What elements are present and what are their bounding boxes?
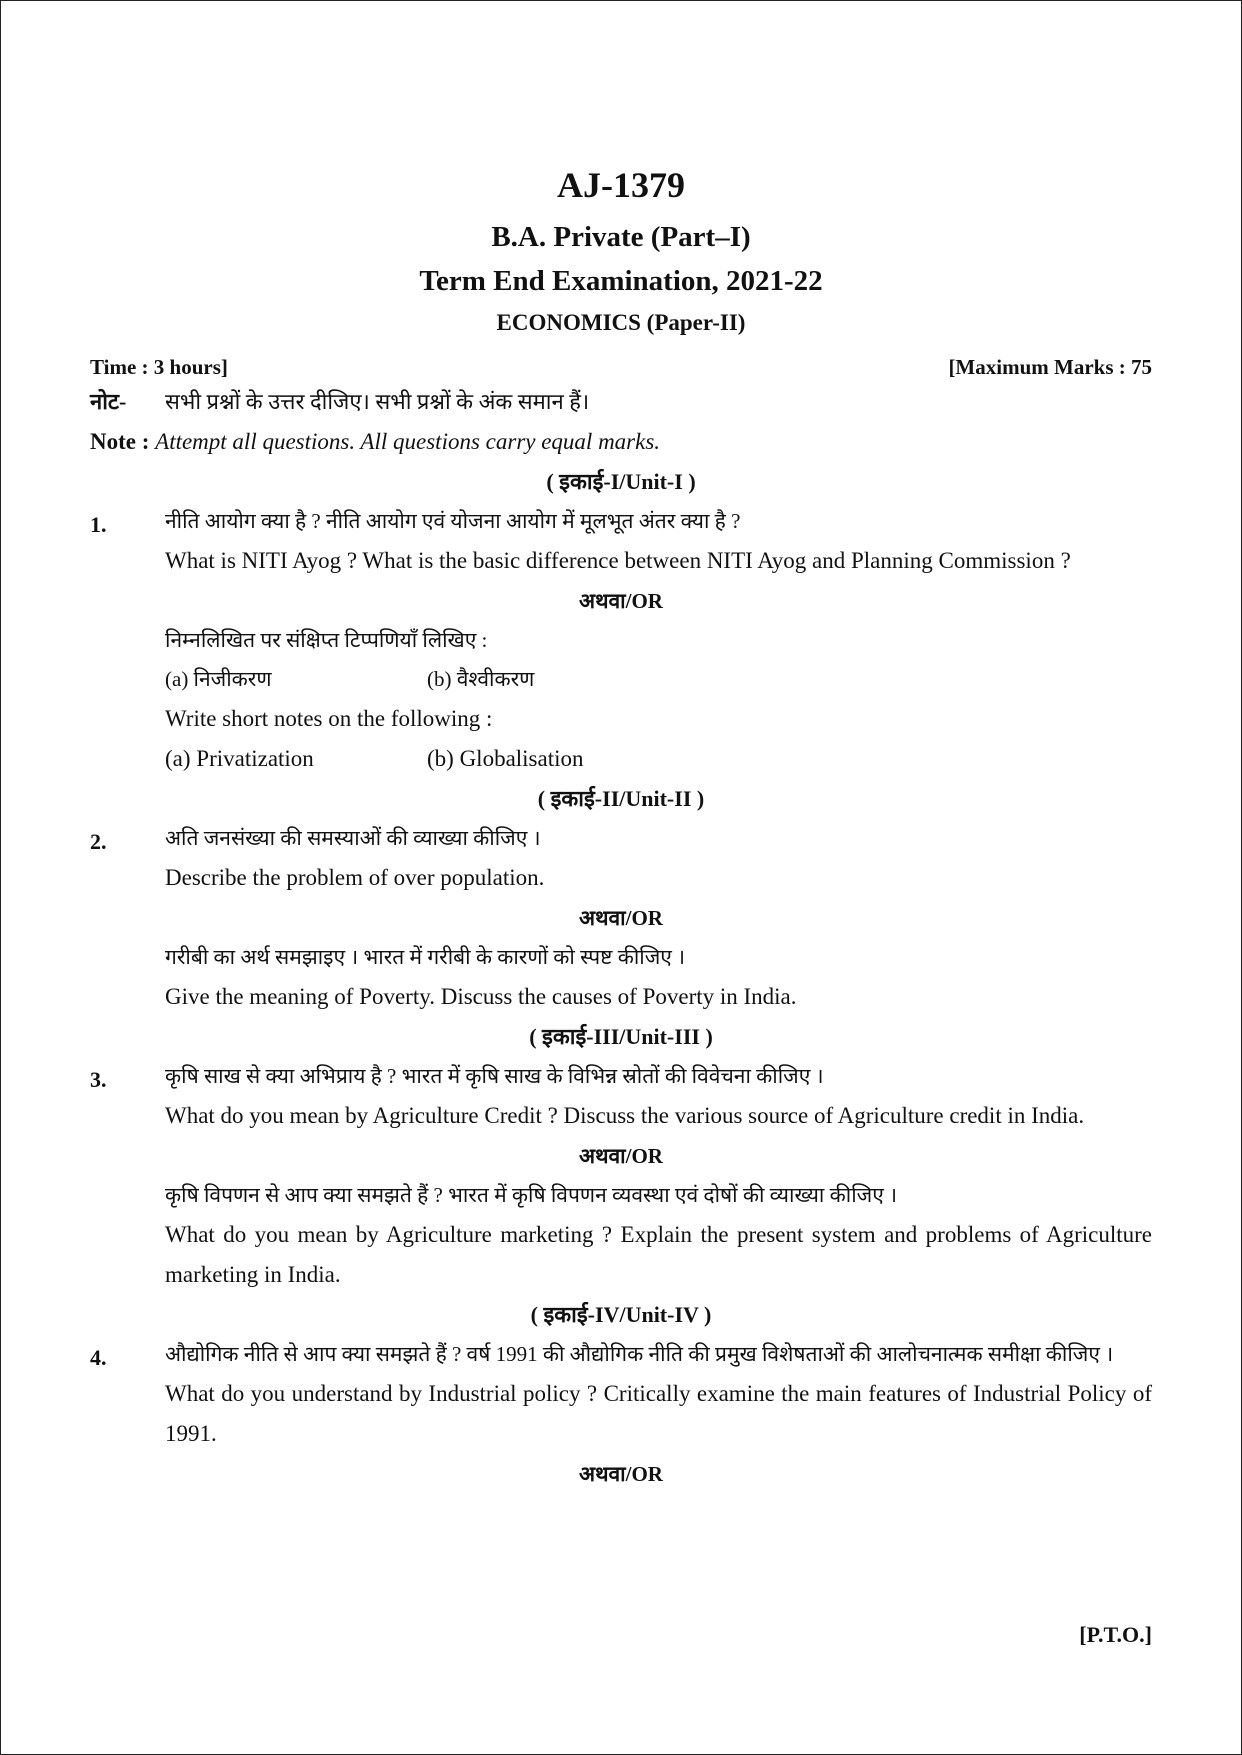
time-marks-bar	[90, 352, 1152, 382]
exam-paper	[90, 160, 1152, 1494]
unit-heading: ( इकाई-II/Unit-II )	[537, 786, 705, 811]
alternative-hindi: निम्नलिखित पर संक्षिप्त टिप्पणियाँ लिखिए :	[165, 628, 488, 652]
question-number: 3.	[90, 1067, 107, 1092]
or-separator: अथवा/OR	[579, 906, 663, 930]
alternative-hindi-options	[165, 660, 1152, 699]
question-hindi: नीति आयोग क्या है ? नीति आयोग एवं योजना आयोग में मूलभूत अंतर क्या है ?	[165, 509, 741, 533]
alternative-english: What do you mean by Agriculture marketing ? Explain the present system and problems of Agriculture marketing in India.	[165, 1222, 1152, 1287]
question-hindi: कृषि साख से क्या अभिप्राय है ? भारत में कृषि साख के विभिन्न स्रोतों की विवेचना कीजिए ।	[165, 1064, 824, 1088]
question-number: 2.	[90, 829, 107, 854]
unit-heading: ( इकाई-IV/Unit-IV )	[530, 1302, 712, 1327]
alternative-hindi: गरीबी का अर्थ समझाइए । भारत में गरीबी के कारणों को स्पष्ट कीजिए ।	[165, 945, 686, 969]
option-a-hindi: (a) निजीकरण	[165, 667, 272, 691]
or-separator: अथवा/OR	[579, 1462, 663, 1486]
question-english: What do you mean by Agriculture Credit ? Discuss the various source of Agriculture credit in India.	[165, 1103, 1085, 1128]
question-english: What do you understand by Industrial policy ? Critically examine the main features of Industrial Policy of 1991.	[165, 1381, 1152, 1446]
time-allowed: Time : 3 hours]	[90, 355, 228, 379]
please-turn-over: [P.T.O.]	[1079, 1622, 1152, 1647]
hindi-note	[90, 382, 1152, 422]
unit-heading: ( इकाई-III/Unit-III )	[529, 1024, 713, 1049]
or-separator: अथवा/OR	[579, 1144, 663, 1168]
english-note-text: Attempt all questions. All questions carry equal marks.	[155, 429, 661, 454]
question-hindi: अति जनसंख्या की समस्याओं की व्याख्या कीजिए ।	[165, 826, 541, 850]
exam-title: Term End Examination, 2021-22	[419, 265, 823, 297]
unit-heading: ( इकाई-I/Unit-I )	[546, 469, 696, 494]
program-title: B.A. Private (Part–I)	[491, 221, 751, 253]
english-note-label: Note :	[90, 429, 156, 454]
option-b-english: (b) Globalisation	[427, 746, 584, 771]
maximum-marks: [Maximum Marks : 75	[948, 355, 1152, 379]
or-separator: अथवा/OR	[579, 589, 663, 613]
question-number: 4.	[90, 1345, 107, 1370]
option-b-hindi: (b) वैश्वीकरण	[427, 667, 535, 691]
question-english: What is NITI Ayog ? What is the basic difference between NITI Ayog and Planning Commission ?	[165, 548, 1071, 573]
question-number: 1.	[90, 512, 107, 537]
hindi-note-text: सभी प्रश्नों के उत्तर दीजिए। सभी प्रश्नों के अंक समान हैं।	[165, 389, 590, 414]
paper-code: AJ-1379	[557, 165, 685, 205]
question	[90, 1335, 1152, 1454]
question	[90, 502, 1152, 581]
alternative-english-options	[165, 739, 1152, 779]
alternative-english: Write short notes on the following :	[165, 706, 493, 731]
subject-title: ECONOMICS (Paper-II)	[496, 310, 746, 335]
question-hindi: औद्योगिक नीति से आप क्या समझते हैं ? वर्ष 1991 की औद्योगिक नीति की प्रमुख विशेषताओं की आलोचनात्मक समीक्षा कीजिए ।	[165, 1342, 1114, 1366]
question-english: Describe the problem of over population.	[165, 865, 545, 890]
alternative-hindi: कृषि विपणन से आप क्या समझते हैं ? भारत में कृषि विपणन व्यवस्था एवं दोषों की व्याख्या कीजिए ।	[165, 1183, 898, 1207]
hindi-note-label: नोट-	[90, 389, 127, 414]
english-note	[90, 422, 1152, 462]
question	[90, 819, 1152, 898]
alternative-english: Give the meaning of Poverty. Discuss the causes of Poverty in India.	[165, 984, 797, 1009]
option-a-english: (a) Privatization	[165, 746, 314, 771]
question	[90, 1057, 1152, 1136]
